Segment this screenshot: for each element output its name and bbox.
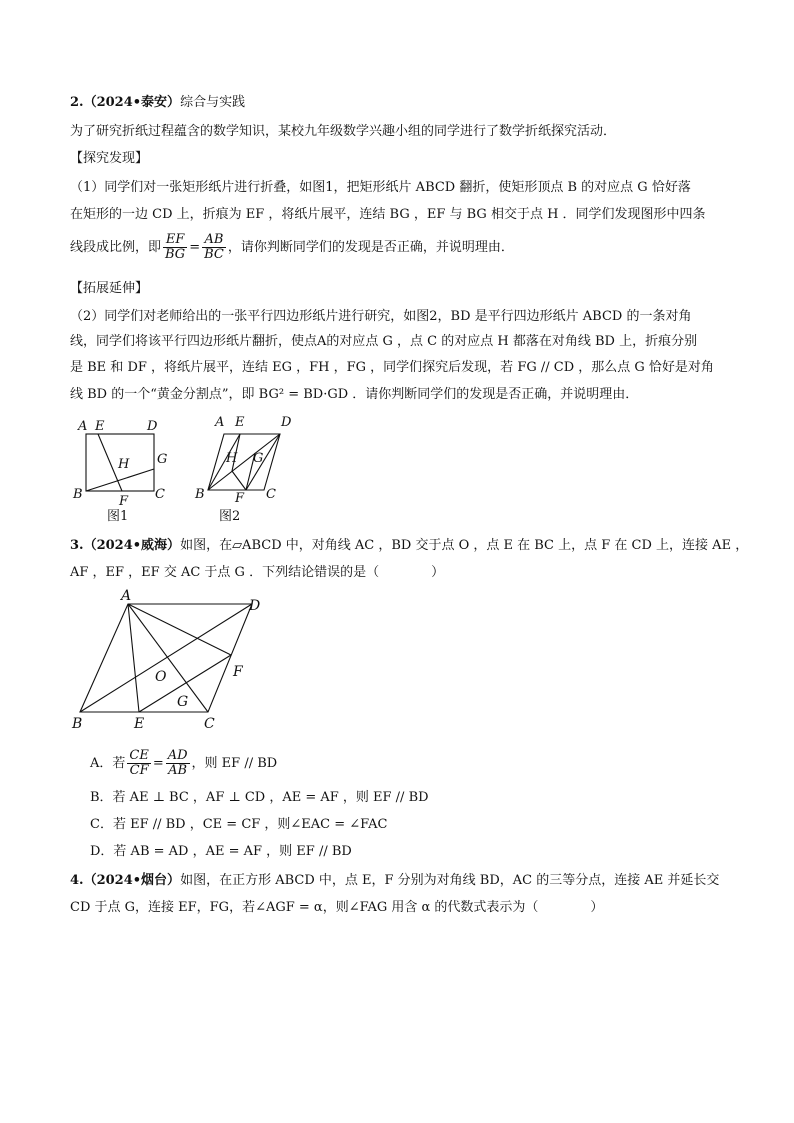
q2-fraction-ab-bc bbox=[202, 233, 226, 262]
q2-source: 2.（2024•泰安） bbox=[70, 95, 181, 110]
q3-label-b: B bbox=[72, 716, 83, 732]
fig1-label-f: F bbox=[119, 494, 129, 509]
fig1-label-h: H bbox=[118, 457, 130, 472]
fig2-label-h: H bbox=[226, 451, 238, 466]
equals-sign: = bbox=[189, 240, 201, 255]
q4-text-line1: 如图，在正方形 ABCD 中，点 E，F 分别为对角线 BD，AC 的三等分点，连接 AE 并延长交 bbox=[180, 873, 720, 888]
q3-label-c: C bbox=[204, 716, 215, 732]
fig2-label-a: A bbox=[215, 415, 225, 430]
option-a-fraction-ce-cf bbox=[127, 749, 150, 778]
fraction-numerator: CE bbox=[129, 748, 149, 763]
q3-text-line1: 如图，在▱ABCD 中，对角线 AC ，BD 交于点 O ，点 E 在 BC 上，点 F 在 CD 上，连接 AE ， bbox=[180, 538, 749, 553]
q3-option-a bbox=[90, 749, 277, 778]
q2-title: 综合与实践 bbox=[180, 95, 246, 110]
q3-label-e: E bbox=[134, 716, 145, 732]
q2-figures bbox=[0, 410, 320, 528]
fig2-label-d: D bbox=[281, 415, 292, 430]
q3-figure-lines bbox=[80, 604, 252, 712]
fraction-numerator: AD bbox=[167, 748, 188, 763]
q2-part1-line1: （1）同学们对一张矩形纸片进行折叠，如图1，把矩形纸片 ABCD 翻折，使矩形顶点 B 的对应点 G 恰好落 bbox=[70, 180, 691, 195]
figure-2-labels bbox=[194, 415, 292, 506]
fig1-label-c: C bbox=[155, 487, 165, 502]
q3-line2: AF ，EF ，EF 交 AC 于点 G ．下列结论错误的是（ ） bbox=[70, 565, 445, 580]
fig2-label-b: B bbox=[195, 487, 205, 502]
q2-part2-line3: 是 BE 和 DF ，将纸片展平，连结 EG ，FH ，FG ，同学们探究后发现，若 FG // CD ，那么点 G 恰好是对角 bbox=[70, 360, 714, 375]
q2-intro: 为了研究折纸过程蕴含的数学知识，某校九年级数学兴趣小组的同学进行了数学折纸探究活动． bbox=[70, 124, 617, 139]
q2-part2-line1: （2）同学们对老师给出的一张平行四边形纸片进行研究，如图2，BD 是平行四边形纸片 ABCD 的一条对角 bbox=[70, 309, 692, 324]
fig2-caption: 图2 bbox=[219, 509, 241, 524]
fig2-label-e: E bbox=[235, 415, 245, 430]
q2-part2-line4: 线 BD 的一个“黄金分割点”，即 BG² = BD·GD ．请你判断同学们的发现是否正确，并说明理由． bbox=[70, 387, 639, 402]
fraction-denominator: AB bbox=[168, 763, 188, 778]
q4-line2: CD 于点 G，连接 EF，FG，若∠AGF = α，则∠FAG 用含 α 的代数式表示为（ ） bbox=[70, 900, 604, 915]
q2-fraction-ef-bg bbox=[163, 233, 187, 262]
q3-option-b: B．若 AE ⊥ BC ，AF ⊥ CD ，AE = AF ，则 EF // BD bbox=[90, 790, 429, 805]
fig2-label-f: F bbox=[235, 491, 245, 506]
q3-label-f: F bbox=[233, 664, 243, 680]
fig2-label-g: G bbox=[253, 451, 264, 466]
q3-segment-af bbox=[128, 604, 231, 655]
q3-label-a: A bbox=[121, 588, 132, 604]
q2-part1-line2: 在矩形的一边 CD 上，折痕为 EF ，将纸片展平，连结 BG ，EF 与 BG 相交于点 H ．同学们发现图形中四条 bbox=[70, 207, 706, 222]
fig1-label-e: E bbox=[95, 419, 105, 434]
fig1-label-a: A bbox=[78, 419, 88, 434]
q3-figure-labels bbox=[71, 588, 260, 732]
q2-section-discovery: 【探究发现】 bbox=[70, 151, 149, 166]
fig2-diagonal-bd bbox=[208, 434, 280, 490]
q3-line1 bbox=[70, 538, 748, 554]
q3-diagonal-ac bbox=[128, 604, 208, 712]
q2-part1-line3 bbox=[70, 233, 514, 262]
q3-figure bbox=[0, 588, 300, 738]
q3-label-d: D bbox=[249, 598, 261, 614]
q3-source: 3.（2024•威海） bbox=[70, 538, 181, 553]
q3-segment-ae bbox=[128, 604, 139, 712]
fig1-label-g: G bbox=[157, 452, 168, 467]
q2-section-extension: 【拓展延伸】 bbox=[70, 281, 149, 296]
q4-line1 bbox=[70, 873, 719, 889]
fig1-segment-bg bbox=[86, 469, 154, 491]
figure-2 bbox=[208, 434, 280, 490]
option-a-prefix: A．若 bbox=[90, 756, 126, 771]
q2-part1-line3-end: ，请你判断同学们的发现是否正确，并说明理由． bbox=[227, 240, 514, 255]
fig1-label-d: D bbox=[147, 419, 158, 434]
fig2-label-c: C bbox=[266, 487, 276, 502]
fraction-denominator: BG bbox=[165, 247, 186, 262]
fig1-caption: 图1 bbox=[107, 509, 129, 524]
q3-label-g: G bbox=[177, 694, 189, 710]
equals-sign: = bbox=[152, 756, 164, 771]
q2-heading bbox=[70, 95, 245, 111]
fraction-denominator: BC bbox=[204, 247, 224, 262]
fraction-numerator: EF bbox=[163, 233, 187, 248]
q3-option-c: C．若 EF // BD ，CE = CF ，则∠EAC = ∠FAC bbox=[90, 817, 388, 832]
option-a-fraction-ad-ab bbox=[166, 749, 190, 778]
fraction-numerator: AB bbox=[202, 233, 226, 248]
fig2-segment-fg bbox=[232, 471, 246, 490]
q4-source: 4.（2024•烟台） bbox=[70, 873, 181, 888]
q2-part2-line2: 线，同学们将该平行四边形纸片翻折，使点A的对应点 G ，点 C 的对应点 H 都落在对角线 BD 上，折痕分别 bbox=[70, 334, 698, 349]
q2-part1-line3-start: 线段成比例，即 bbox=[70, 240, 162, 255]
q3-label-o: O bbox=[155, 669, 167, 685]
option-a-suffix: ，则 EF // BD bbox=[191, 756, 278, 771]
fraction-denominator: CF bbox=[129, 763, 149, 778]
fig1-label-b: B bbox=[73, 487, 83, 502]
q3-option-d: D．若 AB = AD ，AE = AF ，则 EF // BD bbox=[90, 844, 352, 859]
